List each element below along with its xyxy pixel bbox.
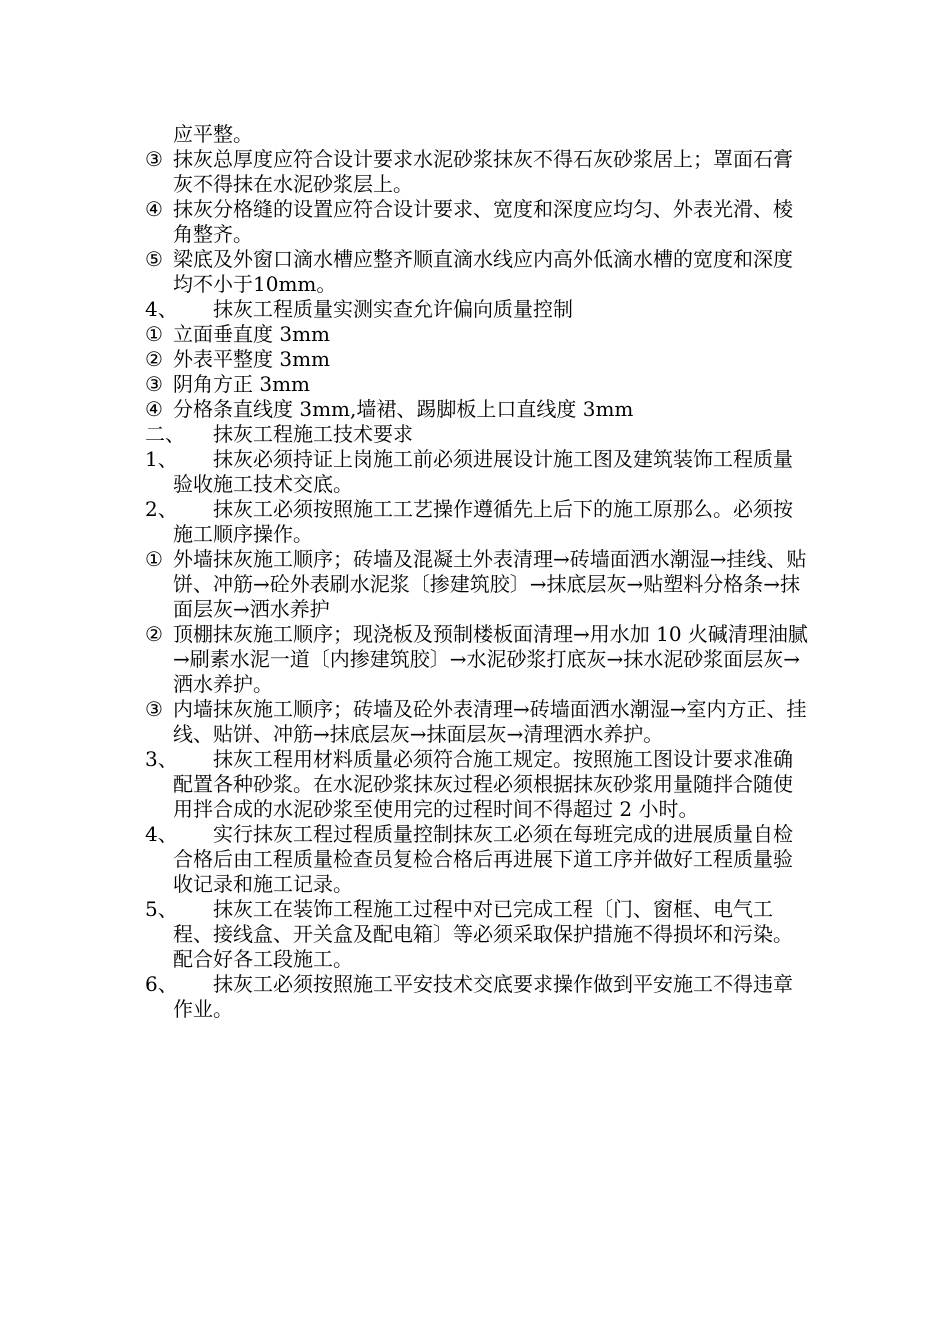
list-item [145, 697, 810, 747]
list-marker: ② [145, 347, 163, 371]
section-heading [145, 422, 810, 447]
list-marker: ③ [145, 697, 163, 721]
section-heading-text: 抹灰工程质量实测实查允许偏向质量控制 [213, 297, 573, 321]
list-marker: 3、 [145, 747, 178, 771]
list-item [145, 547, 810, 622]
list-marker: ④ [145, 197, 163, 221]
list-item-text: 抹灰工在装饰工程施工过程中对已完成工程〔门、窗框、电气工程、接线盒、开关盒及配电箱〕等必须采取保护措施不得损坏和污染。配合好各工段施工。 [173, 897, 793, 971]
list-item-text: 抹灰工程用材料质量必须符合施工规定。按照施工图设计要求准确配置各种砂浆。在水泥砂浆抹灰过程必须根据抹灰砂浆用量随拌合随使用拌合成的水泥砂浆至使用完的过程时间不得超过 2 小时。 [173, 747, 793, 821]
list-item [145, 447, 810, 497]
list-marker: 6、 [145, 972, 178, 996]
list-item [145, 247, 810, 297]
list-item-text: 顶棚抹灰施工顺序；现浇板及预制楼板面清理→用水加 10 火碱清理油腻→刷素水泥一道〔内掺建筑胶〕→水泥砂浆打底灰→抹水泥砂浆面层灰→洒水养护。 [173, 622, 808, 696]
list-marker: 4、 [145, 297, 178, 321]
paragraph-continuation [145, 122, 810, 147]
list-marker: ① [145, 547, 163, 571]
list-item-text: 抹灰工必须按照施工平安技术交底要求操作做到平安施工不得违章作业。 [173, 972, 793, 1021]
list-item [145, 622, 810, 697]
list-marker: ④ [145, 397, 163, 421]
list-item-text: 外表平整度 3mm [173, 347, 331, 371]
list-item [145, 372, 810, 397]
list-marker: 4、 [145, 822, 178, 846]
list-item-text: 抹灰必须持证上岗施工前必须进展设计施工图及建筑装饰工程质量验收施工技术交底。 [173, 447, 793, 496]
list-item-text: 立面垂直度 3mm [173, 322, 331, 346]
section-heading [145, 297, 810, 322]
list-item-text: 抹灰工必须按照施工工艺操作遵循先上后下的施工原那么。必须按施工顺序操作。 [173, 497, 793, 546]
list-marker: 5、 [145, 897, 178, 921]
list-marker: ③ [145, 372, 163, 396]
list-item-text: 分格条直线度 3mm,墙裙、踢脚板上口直线度 3mm [173, 397, 634, 421]
list-marker: 二、 [145, 422, 185, 446]
list-item [145, 197, 810, 247]
list-marker: ③ [145, 147, 163, 171]
list-item [145, 747, 810, 822]
list-item-text: 外墙抹灰施工顺序；砖墙及混凝土外表清理→砖墙面洒水潮湿→挂线、贴饼、冲筋→砼外表刷水泥浆〔掺建筑胶〕→抹底层灰→贴塑料分格条→抹面层灰→洒水养护 [173, 547, 807, 621]
list-item [145, 897, 810, 972]
paragraph-text: 应平整。 [173, 122, 253, 146]
list-marker: 1、 [145, 447, 178, 471]
list-item-text: 梁底及外窗口滴水槽应整齐顺直滴水线应内高外低滴水槽的宽度和深度均不小于10mm。 [173, 247, 793, 296]
list-marker: ⑤ [145, 247, 163, 271]
document-body [145, 122, 810, 1022]
list-item [145, 972, 810, 1022]
list-marker: 2、 [145, 497, 178, 521]
list-item [145, 322, 810, 347]
list-item-text: 实行抹灰工程过程质量控制抹灰工必须在每班完成的进展质量自检合格后由工程质量检查员复检合格后再进展下道工序并做好工程质量验收记录和施工记录。 [173, 822, 793, 896]
list-item [145, 347, 810, 372]
list-item [145, 147, 810, 197]
list-item-text: 抹灰总厚度应符合设计要求水泥砂浆抹灰不得石灰砂浆居上；罩面石膏灰不得抹在水泥砂浆层上。 [173, 147, 793, 196]
list-item-text: 阴角方正 3mm [173, 372, 311, 396]
list-item [145, 497, 810, 547]
list-item [145, 397, 810, 422]
list-item [145, 822, 810, 897]
list-marker: ② [145, 622, 163, 646]
list-item-text: 抹灰分格缝的设置应符合设计要求、宽度和深度应均匀、外表光滑、棱角整齐。 [173, 197, 793, 246]
list-item-text: 内墙抹灰施工顺序；砖墙及砼外表清理→砖墙面洒水潮湿→室内方正、挂线、贴饼、冲筋→抹底层灰→抹面层灰→清理洒水养护。 [173, 697, 807, 746]
section-heading-text: 抹灰工程施工技术要求 [213, 422, 413, 446]
list-marker: ① [145, 322, 163, 346]
